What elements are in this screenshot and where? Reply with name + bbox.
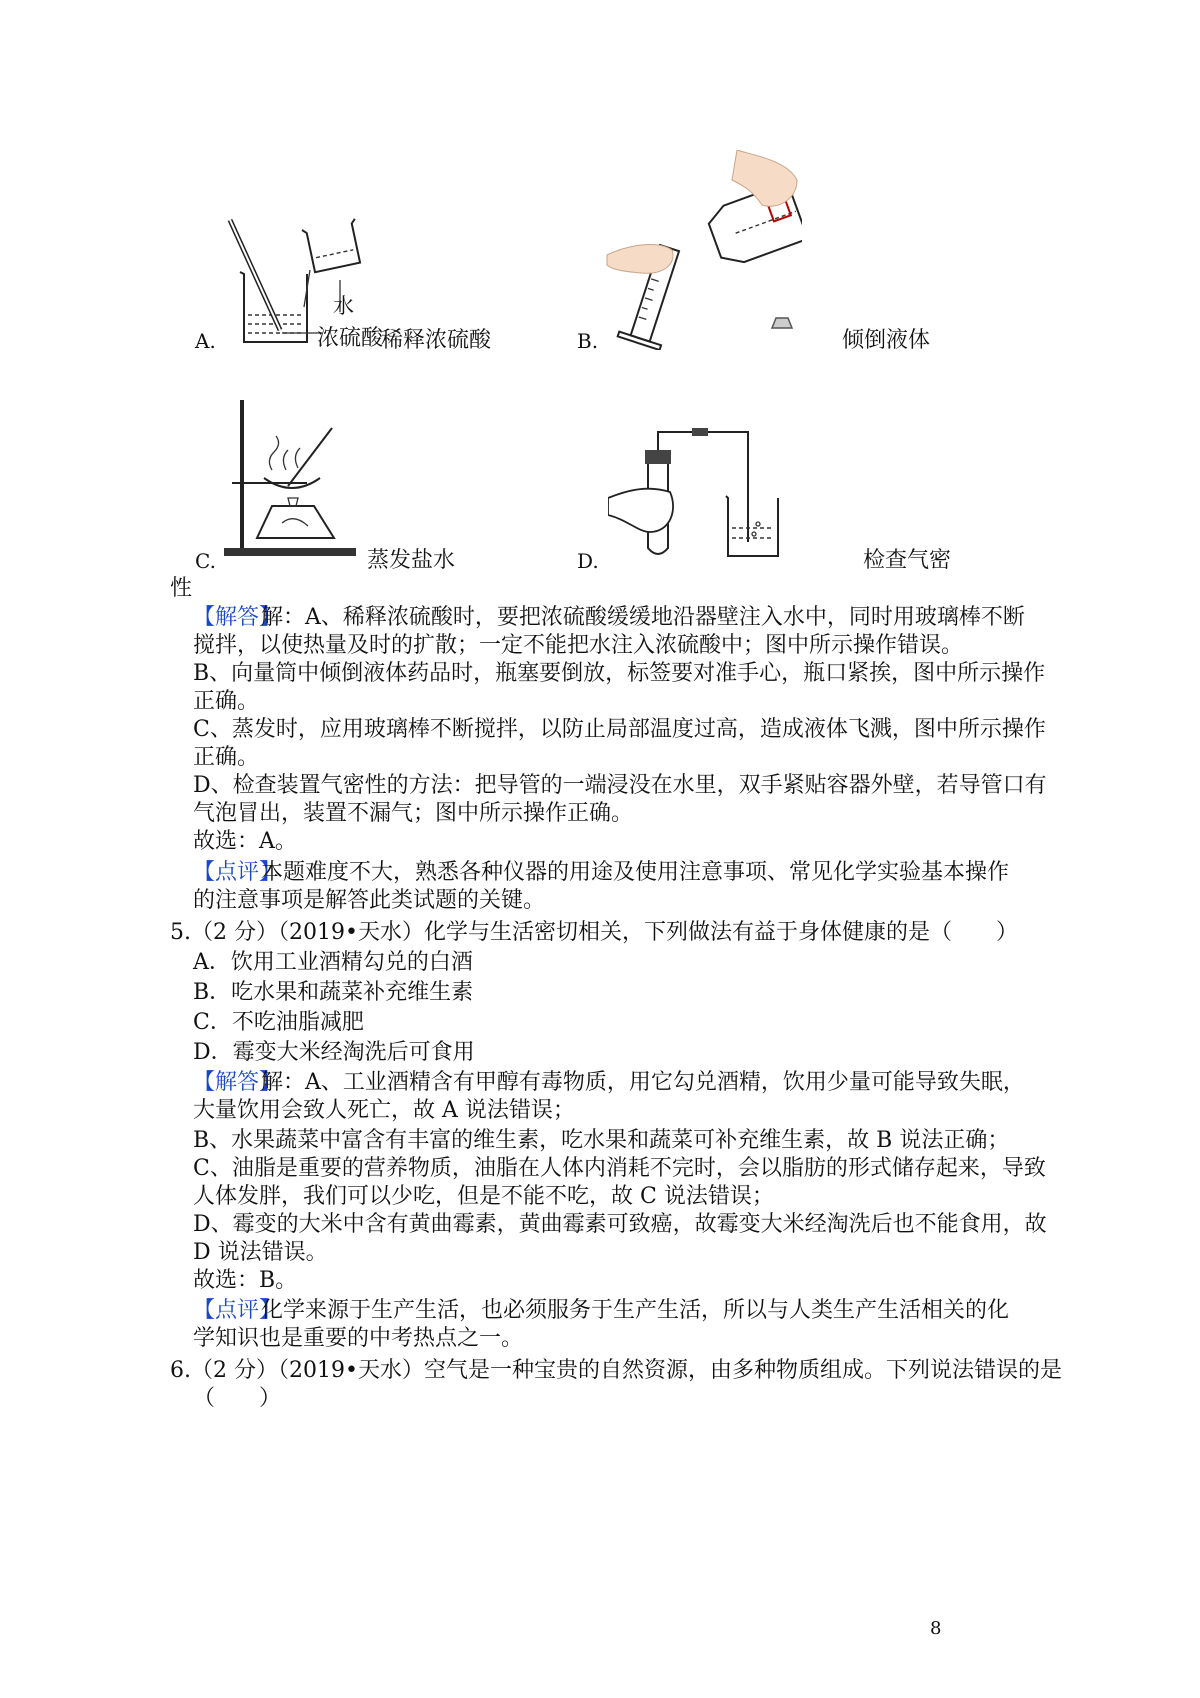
option-b: B．吃水果和蔬菜补充维生素	[193, 980, 474, 1005]
steam-icon	[269, 436, 278, 470]
page-number: 8	[930, 1618, 942, 1639]
figure-b-diagram	[602, 150, 802, 350]
figure-a-label-acid: 浓硫酸	[317, 326, 384, 351]
bottle-stopper	[772, 318, 792, 328]
answer-line: 正确。	[193, 689, 260, 714]
figure-d-diagram	[608, 420, 788, 560]
figure-c-diagram	[222, 398, 362, 558]
hand-right-icon	[732, 150, 797, 206]
comment-line: 化学来源于生产生活，也必须服务于生产生活，所以与人类生产生活相关的化	[261, 1298, 1010, 1323]
comment-tag: 【点评】	[193, 1298, 282, 1323]
answer-line: 搅拌，以使热量及时的扩散；一定不能把水注入浓硫酸中；图中所示操作错误。	[193, 633, 964, 658]
rubber-stopper	[645, 450, 671, 464]
comment-line: 学知识也是重要的中考热点之一。	[193, 1326, 524, 1351]
comment-tag: 【点评】	[193, 860, 282, 885]
figure-d-caption-cont: 性	[170, 576, 193, 601]
figure-b-caption: 倾倒液体	[842, 328, 931, 353]
option-c: C．不吃油脂减肥	[193, 1010, 364, 1035]
figure-a-caption: 稀释浓硫酸	[381, 328, 492, 353]
question-stem-cont: （ ）	[193, 1386, 282, 1411]
hand-icon	[608, 489, 673, 532]
answer-line: 正确。	[193, 745, 260, 770]
hand-left-icon	[607, 245, 673, 274]
stirring-rod	[288, 428, 332, 486]
answer-line: 人体发胖，我们可以少吃，但是不能不吃，故 C 说法错误；	[193, 1184, 774, 1209]
answer-line: B、水果蔬菜中富含有丰富的维生素，吃水果和蔬菜可补充维生素，故 B 说法正确；	[193, 1128, 1010, 1153]
answer-line: D 说法错误。	[193, 1240, 328, 1265]
beaker-small	[302, 219, 364, 273]
figure-c-letter: C.	[195, 549, 216, 573]
beaker	[726, 496, 778, 556]
delivery-tube	[658, 432, 748, 542]
answer-line: 解：A、稀释浓硫酸时，要把浓硫酸缓缓地沿器壁注入水中，同时用玻璃棒不断	[261, 605, 1025, 630]
answer-line: B、向量筒中倾倒液体药品时，瓶塞要倒放，标签要对准手心，瓶口紧挨，图中所示操作	[193, 661, 1046, 686]
alcohol-lamp	[257, 506, 334, 538]
option-a: A．饮用工业酒精勾兑的白酒	[193, 950, 473, 975]
answer-tag: 【解答】	[193, 1070, 282, 1095]
answer-line: 故选：B。	[193, 1268, 298, 1293]
comment-line: 的注意事项是解答此类试题的关键。	[193, 888, 546, 913]
iron-stand-base	[224, 548, 356, 556]
answer-line: 大量饮用会致人死亡，故 A 说法错误；	[193, 1098, 575, 1123]
answer-line: D、检查装置气密性的方法：把导管的一端浸没在水里，双手紧贴容器外壁，若导管口有	[193, 773, 1047, 798]
answer-line: 故选：A。	[193, 829, 297, 854]
answer-line: 解：A、工业酒精含有甲醇有毒物质，用它勾兑酒精，饮用少量可能导致失眠，	[261, 1070, 1025, 1095]
figure-a-label-water: 水	[333, 294, 354, 318]
comment-line: 本题难度不大，熟悉各种仪器的用途及使用注意事项、常见化学实验基本操作	[261, 860, 1010, 885]
answer-line: C、油脂是重要的营养物质，油脂在人体内消耗不完时，会以脂肪的形式储存起来，导致	[193, 1156, 1046, 1181]
option-d: D．霉变大米经淘洗后可食用	[193, 1040, 475, 1065]
question-stem: 6.（2 分）（2019•天水）空气是一种宝贵的自然资源，由多种物质组成。下列说法错误的是	[170, 1358, 1062, 1383]
figure-a-letter: A.	[195, 329, 216, 353]
answer-line: C、蒸发时，应用玻璃棒不断搅拌，以防止局部温度过高，造成液体飞溅，图中所示操作	[193, 717, 1046, 742]
figure-c-caption: 蒸发盐水	[367, 548, 456, 573]
figure-d-caption: 检查气密	[863, 548, 952, 573]
answer-line: D、霉变的大米中含有黄曲霉素，黄曲霉素可致癌，故霉变大米经淘洗后也不能食用，故	[193, 1212, 1047, 1237]
figure-d-letter: D.	[577, 549, 599, 573]
beaker-large	[240, 272, 307, 342]
answer-tag: 【解答】	[193, 605, 282, 630]
answer-line: 气泡冒出，装置不漏气；图中所示操作正确。	[193, 801, 634, 826]
figure-b-letter: B.	[577, 329, 599, 353]
question-stem: 5.（2 分）（2019•天水）化学与生活密切相关，下列做法有益于身体健康的是（ ）	[170, 920, 1018, 945]
